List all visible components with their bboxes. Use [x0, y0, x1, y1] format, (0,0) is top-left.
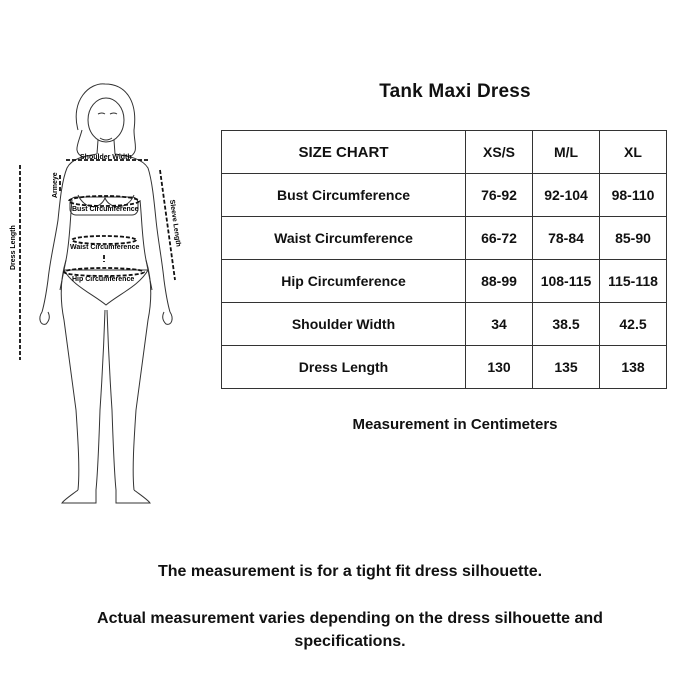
fit-note: The measurement is for a tight fit dress silhouette.	[157, 563, 543, 580]
table-row	[222, 260, 667, 303]
table-header-row	[222, 131, 667, 174]
variance-note: Actual measurement varies depending on the dress silhouette and specifications.	[97, 610, 603, 650]
table-row	[222, 303, 667, 346]
table-cell: Shoulder Width	[222, 303, 466, 346]
table-cell: Dress Length	[222, 346, 466, 389]
table-row	[222, 217, 667, 260]
shoulder-width-label: Shoulder Width	[80, 154, 132, 161]
table-cell: 135	[533, 346, 600, 389]
table-cell: 66-72	[466, 217, 533, 260]
table-row	[222, 174, 667, 217]
table-header-cell: SIZE CHART	[222, 131, 466, 174]
waist-circumference-label: Waist Circumference	[70, 244, 140, 251]
table-cell: Hip Circumference	[222, 260, 466, 303]
table-cell: 85-90	[600, 217, 667, 260]
table-header-cell: M/L	[533, 131, 600, 174]
product-title: Tank Maxi Dress	[379, 81, 531, 102]
table-cell: 115-118	[600, 260, 667, 303]
table-cell: 88-99	[466, 260, 533, 303]
table-row	[222, 346, 667, 389]
table-cell: Bust Circumference	[222, 174, 466, 217]
table-cell: 34	[466, 303, 533, 346]
units-note: Measurement in Centimeters	[352, 416, 558, 433]
table-cell: 76-92	[466, 174, 533, 217]
sleeve-length-label: Sleeve Length	[168, 199, 182, 248]
table-cell: 42.5	[600, 303, 667, 346]
body-measurement-figure	[0, 80, 215, 510]
table-cell: 98-110	[600, 174, 667, 217]
table-cell: 92-104	[533, 174, 600, 217]
table-cell: 78-84	[533, 217, 600, 260]
table-cell: 38.5	[533, 303, 600, 346]
table-header-cell: XL	[600, 131, 667, 174]
dress-length-label: Dress Length	[10, 225, 17, 270]
table-cell: 108-115	[533, 260, 600, 303]
table-header-cell: XS/S	[466, 131, 533, 174]
hip-circumference-label: Hip Circumference	[72, 276, 135, 283]
body-outline-illustration	[0, 80, 215, 510]
bust-circumference-label: Bust Circumference	[72, 206, 139, 213]
size-chart-table	[221, 130, 667, 389]
armeye-label: Armeye	[52, 172, 59, 198]
table-cell: 138	[600, 346, 667, 389]
table-cell: 130	[466, 346, 533, 389]
table-cell: Waist Circumference	[222, 217, 466, 260]
